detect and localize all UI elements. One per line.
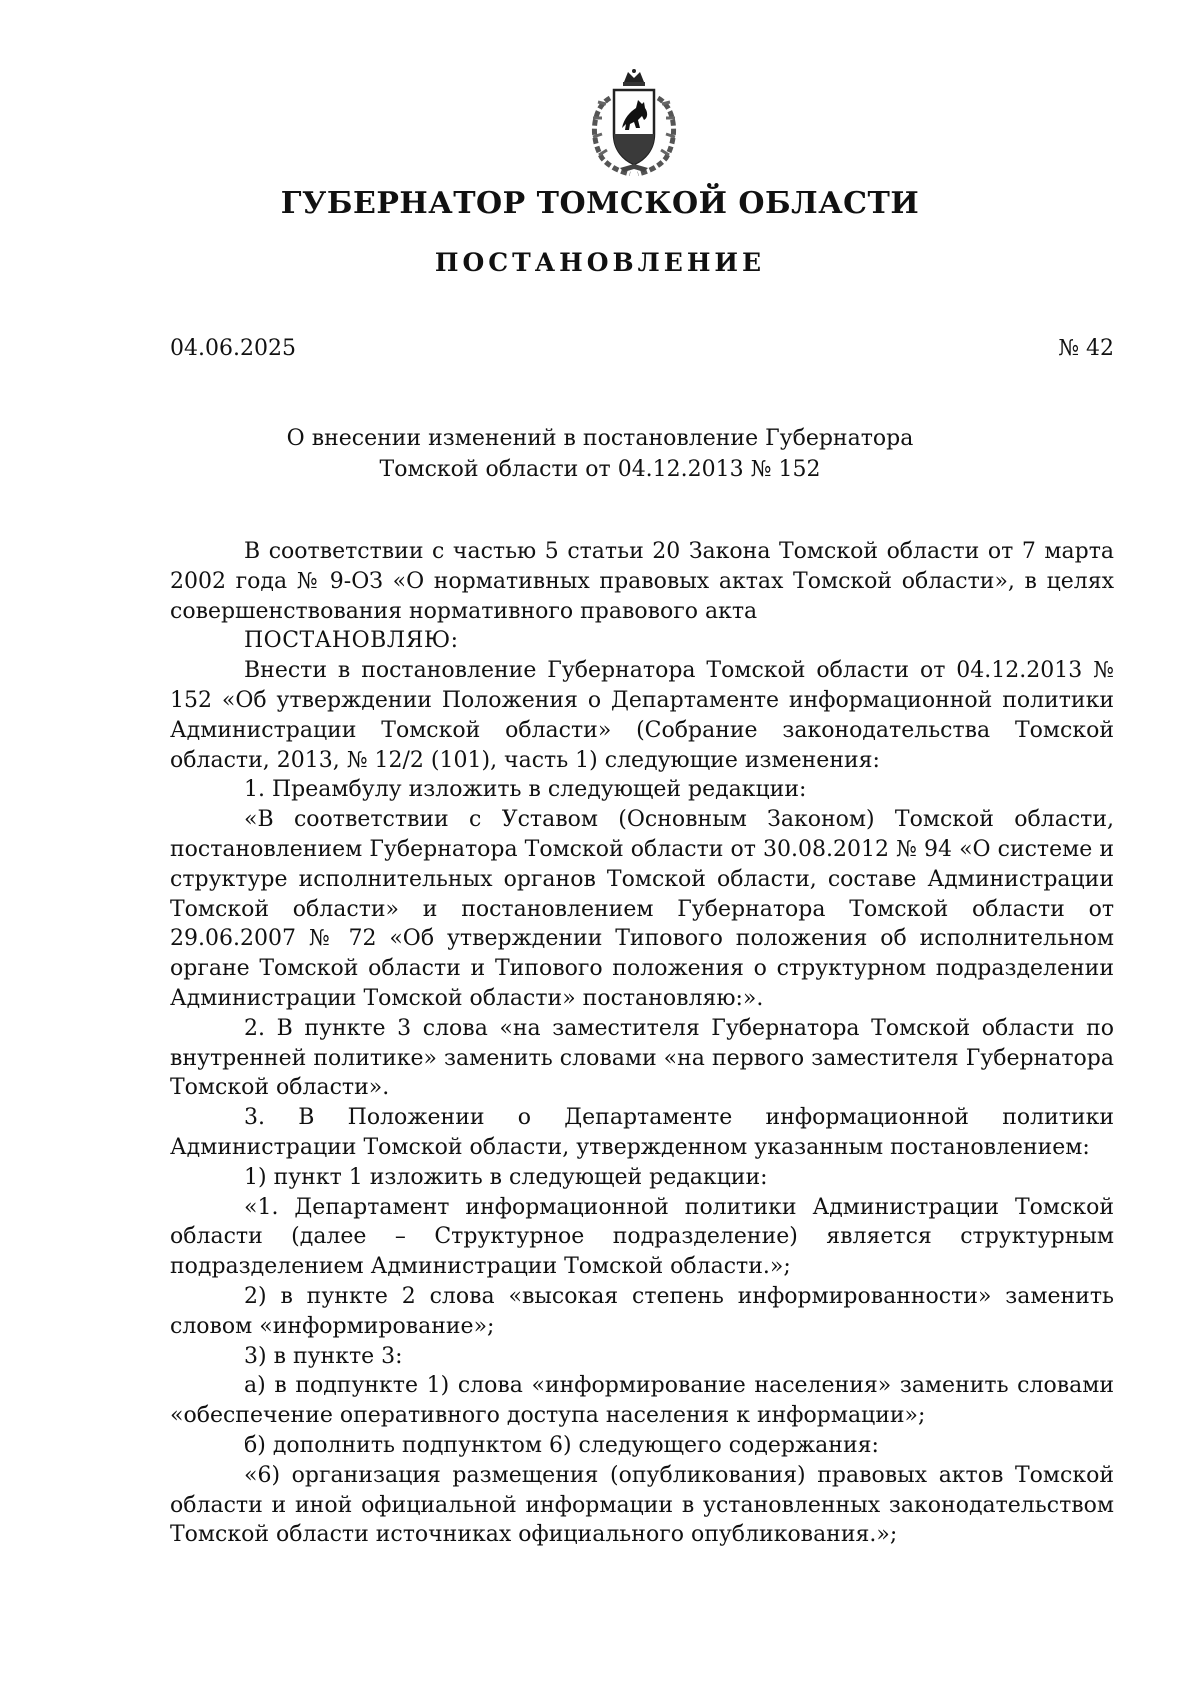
document-type: ПОСТАНОВЛЕНИЕ — [434, 248, 766, 277]
paragraph-subitem-1-text: «1. Департамент информационной политики Администрации Томской области (далее – Структурное подразделение) является структурным подразделением Администрации Томской области.»; — [170, 1194, 1114, 1280]
document-date: 04.06.2025 — [170, 336, 296, 361]
document-body — [170, 537, 1114, 1550]
paragraph-decree: ПОСТАНОВЛЯЮ: — [244, 628, 459, 654]
paragraph-item-1-text: «В соответствии с Уставом (Основным Законом) Томской области, постановлением Губернатора Томской области от 30.08.2012 № 94 «О системе и структуре исполнительных органов Томской области, составе Администрации Томской области» и постановлением Губернатора Томской области от 29.06.2007 № 72 «Об утверждении Типового положения об исполнительном органе Томской области и Типового положения о структурном подразделении Администрации Томской области» постановляю:». — [170, 807, 1114, 1011]
paragraph-subitem-3: 3) в пункте 3: — [244, 1343, 403, 1369]
paragraph-subitem-2: 2) в пункте 2 слова «высокая степень информированности» заменить словом «информирование»; — [170, 1283, 1114, 1339]
document-subject — [0, 423, 1200, 485]
document-number: № 42 — [1058, 336, 1114, 361]
paragraph-item-2: 2. В пункте 3 слова «на заместителя Губернатора Томской области по внутренней политике» заменить словами «на первого заместителя Губернатора Томской области». — [170, 1015, 1114, 1101]
paragraph-subitem-3a: а) в подпункте 1) слова «информирование населения» заменить словами «обеспечение оперативного доступа населения к информации»; — [170, 1373, 1114, 1429]
org-title: ГУБЕРНАТОР ТОМСКОЙ ОБЛАСТИ — [280, 186, 920, 221]
paragraph-subitem-3b: б) дополнить подпунктом 6) следующего содержания: — [244, 1432, 879, 1458]
paragraph-preamble: В соответствии с частью 5 статьи 20 Закона Томской области от 7 марта 2002 года № 9-ОЗ «О нормативных правовых актах Томской области», в целях совершенствования нормативного правового акта — [170, 539, 1114, 624]
tomsk-coat-of-arms-icon — [580, 68, 688, 176]
paragraph-amendment-intro: Внести в постановление Губернатора Томской области от 04.12.2013 № 152 «Об утверждении Положения о Департаменте информационной политики Администрации Томской области» (Собрание законодательства Томской области, 2013, № 12/2 (101), часть 1) следующие изменения: — [170, 658, 1114, 773]
paragraph-item-1: 1. Преамбулу изложить в следующей редакции: — [244, 777, 807, 803]
paragraph-subitem-3b-text: «6) организация размещения (опубликования) правовых актов Томской области и иной официальной информации в установленных законодательством Томской области источниках официального опубликования.»; — [170, 1462, 1114, 1548]
paragraph-subitem-1: 1) пункт 1 изложить в следующей редакции: — [244, 1164, 768, 1190]
paragraph-item-3: 3. В Положении о Департаменте информационной политики Администрации Томской области, утвержденном указанным постановлением: — [170, 1105, 1114, 1160]
subject-line-1: О внесении изменений в постановление Губернатора — [286, 426, 914, 451]
subject-line-2: Томской области от 04.12.2013 № 152 — [379, 457, 821, 482]
